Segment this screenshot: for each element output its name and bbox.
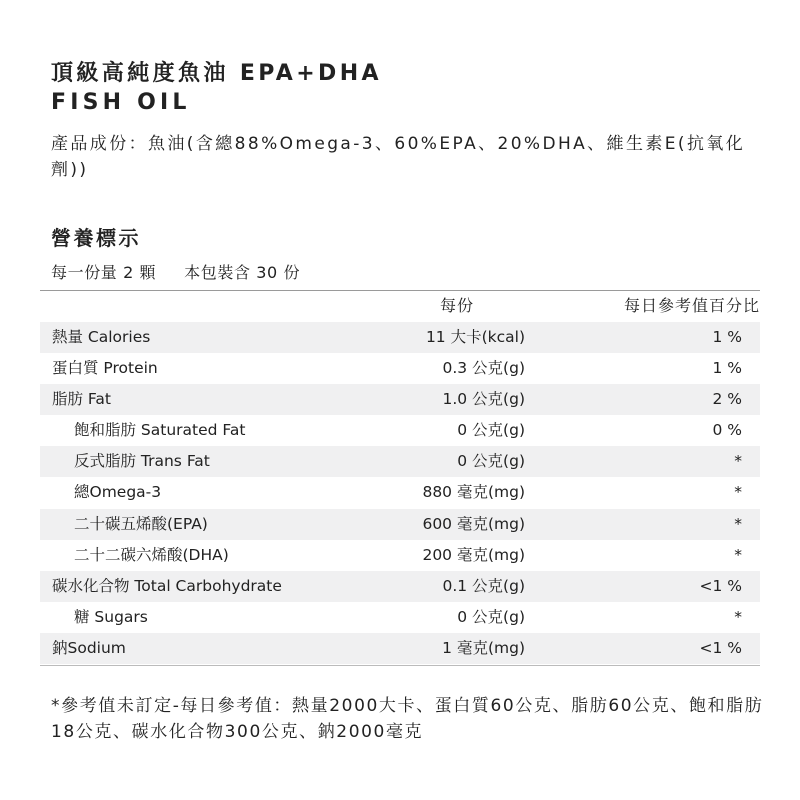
nutrient-amount: 600 毫克(mg) — [422, 514, 525, 533]
nutrient-daily-value: 2 % — [712, 390, 742, 409]
nutrient-name: 反式脂肪 Trans Fat — [74, 452, 210, 471]
nutrient-row-saturated-fat — [40, 415, 760, 446]
nutrient-daily-value: 0 % — [712, 421, 742, 440]
nutrient-amount: 200 毫克(mg) — [422, 545, 525, 564]
nutrient-name: 糖 Sugars — [74, 607, 148, 626]
footnote-text: *參考值未訂定-每日參考值：熱量2000大卡、蛋白質60公克、脂肪60公克、飽和脂肪18公克、碳水化合物300公克、鈉2000毫克 — [51, 696, 764, 742]
nutrient-name: 碳水化合物 Total Carbohydrate — [52, 576, 282, 595]
nutrient-daily-value: 1 % — [712, 359, 742, 378]
nutrient-name: 蛋白質 Protein — [52, 359, 158, 378]
nutrient-row-dha — [40, 540, 760, 571]
nutrient-name: 脂肪 Fat — [52, 390, 111, 409]
nutrition-section-title: 營養標示 — [51, 226, 141, 250]
nutrient-amount: 11 大卡(kcal) — [425, 328, 525, 346]
serving-info — [51, 262, 300, 284]
column-header-daily-value: 每日參考值百分比 — [623, 296, 760, 315]
nutrient-row-sodium — [40, 633, 760, 664]
header-divider — [40, 290, 760, 291]
nutrient-row-protein — [40, 353, 760, 384]
nutrient-row-omega-3 — [40, 477, 760, 508]
column-header-per-serving: 每份 — [440, 296, 475, 315]
nutrient-daily-value: <1 % — [699, 638, 742, 657]
nutrient-daily-value: * — [734, 607, 742, 626]
nutrient-amount: 0 公克(g) — [457, 421, 525, 440]
nutrient-name: 二十二碳六烯酸(DHA) — [74, 545, 229, 564]
nutrition-table — [40, 322, 760, 664]
nutrient-daily-value: 1 % — [712, 328, 742, 346]
nutrient-amount: 0 公克(g) — [457, 607, 525, 626]
serving-size: 每一份量 2 顆 — [51, 263, 157, 282]
nutrient-daily-value: * — [734, 483, 742, 502]
nutrient-row-fat — [40, 384, 760, 415]
nutrient-amount: 1 毫克(mg) — [442, 638, 525, 657]
nutrient-name: 熱量 Calories — [52, 328, 151, 346]
nutrient-row-calories — [40, 322, 760, 353]
nutrient-row-carbohydrate — [40, 571, 760, 602]
nutrient-daily-value: <1 % — [699, 576, 742, 595]
product-title-en: FISH OIL — [51, 90, 191, 115]
table-bottom-divider — [40, 665, 760, 666]
nutrient-row-epa — [40, 509, 760, 540]
nutrient-daily-value: * — [734, 452, 742, 471]
nutrient-daily-value: * — [734, 514, 742, 533]
nutrient-amount: 0.1 公克(g) — [442, 576, 525, 595]
nutrient-name: 飽和脂肪 Saturated Fat — [74, 421, 246, 440]
nutrient-daily-value: * — [734, 545, 742, 564]
nutrient-amount: 1.0 公克(g) — [442, 390, 525, 409]
ingredients-text: 產品成份：魚油(含總88%Omega-3、60%EPA、20%DHA、維生素E(抗氧化劑)) — [51, 134, 746, 180]
nutrient-row-sugars — [40, 602, 760, 633]
nutrient-amount: 0.3 公克(g) — [442, 359, 525, 378]
nutrient-amount: 880 毫克(mg) — [422, 483, 525, 502]
product-title-zh: 頂級高純度魚油 EPA+DHA — [51, 61, 382, 86]
nutrient-name: 鈉Sodium — [52, 638, 126, 657]
nutrient-name: 總Omega-3 — [74, 483, 162, 502]
nutrient-name: 二十碳五烯酸(EPA) — [74, 514, 208, 533]
nutrient-amount: 0 公克(g) — [457, 452, 525, 471]
servings-per-package: 本包裝含 30 份 — [184, 263, 301, 282]
nutrient-row-trans-fat — [40, 446, 760, 477]
